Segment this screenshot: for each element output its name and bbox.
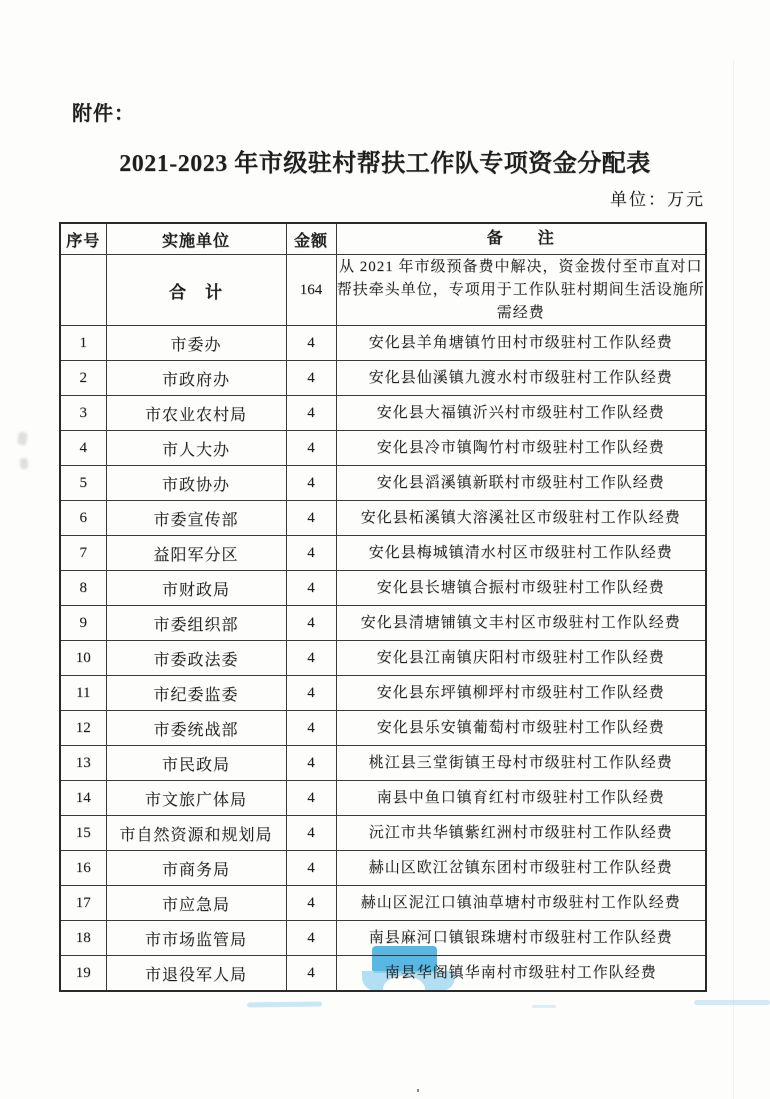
cell-no: 8 (60, 571, 106, 606)
cell-amount: 4 (286, 571, 336, 606)
cell-amount: 4 (286, 361, 336, 396)
cell-unit: 市应急局 (106, 886, 286, 921)
scan-smudge (19, 458, 28, 470)
cell-amount: 4 (286, 536, 336, 571)
cell-amount: 4 (286, 886, 336, 921)
cell-unit: 市民政局 (106, 746, 286, 781)
table-row (60, 781, 706, 816)
cell-unit: 市市场监管局 (106, 921, 286, 956)
cell-unit: 益阳军分区 (106, 536, 286, 571)
cell-no: 15 (60, 816, 106, 851)
table-row (60, 571, 706, 606)
cell-no: 17 (60, 886, 106, 921)
cell-no: 18 (60, 921, 106, 956)
header-cell-amount: 金额 (286, 223, 336, 255)
cell-unit: 市自然资源和规划局 (106, 816, 286, 851)
table-row (60, 501, 706, 536)
unit-label: 单位：万元 (610, 190, 705, 209)
cell-no: 13 (60, 746, 106, 781)
highlighter-streak (694, 1000, 770, 1005)
cell-amount: 4 (286, 956, 336, 992)
cell-unit: 市委办 (106, 326, 286, 361)
table-row (60, 711, 706, 746)
cell-remark: 安化县仙溪镇九渡水村市级驻村工作队经费 (336, 361, 706, 396)
table-row (60, 641, 706, 676)
cell-remark: 安化县清塘铺镇文丰村区市级驻村工作队经费 (336, 606, 706, 641)
cell-amount: 164 (286, 255, 336, 326)
table-row (60, 606, 706, 641)
cell-amount: 4 (286, 711, 336, 746)
table-row (60, 851, 706, 886)
table-row (60, 956, 706, 992)
highlighter-streak (247, 1001, 322, 1007)
cell-amount: 4 (286, 606, 336, 641)
cell-no: 6 (60, 501, 106, 536)
cell-unit: 合 计 (106, 255, 286, 326)
allocation-table (59, 222, 707, 992)
table-row (60, 396, 706, 431)
cell-amount: 4 (286, 816, 336, 851)
cell-amount: 4 (286, 326, 336, 361)
cell-remark: 安化县长塘镇合振村市级驻村工作队经费 (336, 571, 706, 606)
cell-unit: 市政协办 (106, 466, 286, 501)
cell-remark: 从 2021 年市级预备费中解决，资金拨付至市直对口帮扶牵头单位，专项用于工作队驻村期间生活设施所需经费 (336, 255, 706, 326)
cell-unit: 市委组织部 (106, 606, 286, 641)
cell-amount: 4 (286, 781, 336, 816)
cell-amount: 4 (286, 431, 336, 466)
cell-unit: 市农业农村局 (106, 396, 286, 431)
table-row (60, 466, 706, 501)
attachment-label: 附件： (72, 103, 135, 125)
cell-remark: 安化县大福镇沂兴村市级驻村工作队经费 (336, 396, 706, 431)
header-cell-unit: 实施单位 (106, 223, 286, 255)
cell-remark: 桃江县三堂街镇王母村市级驻村工作队经费 (336, 746, 706, 781)
table-row (60, 921, 706, 956)
cell-unit: 市财政局 (106, 571, 286, 606)
cell-no: 11 (60, 676, 106, 711)
table-row (60, 361, 706, 396)
table-row (60, 431, 706, 466)
cell-no: 2 (60, 361, 106, 396)
header-cell-remark: 备 注 (336, 223, 706, 255)
cell-no: 9 (60, 606, 106, 641)
table-row (60, 536, 706, 571)
cell-amount: 4 (286, 501, 336, 536)
cell-remark: 安化县冷市镇陶竹村市级驻村工作队经费 (336, 431, 706, 466)
cell-no: 1 (60, 326, 106, 361)
table-row (60, 816, 706, 851)
cell-remark: 南县中鱼口镇育红村市级驻村工作队经费 (336, 781, 706, 816)
cell-remark: 赫山区欧江岔镇东团村市级驻村工作队经费 (336, 851, 706, 886)
cell-remark: 南县麻河口镇银珠塘村市级驻村工作队经费 (336, 921, 706, 956)
cell-remark: 南县华阁镇华南村市级驻村工作队经费 (336, 956, 706, 992)
cell-amount: 4 (286, 641, 336, 676)
table-row (60, 746, 706, 781)
cell-remark: 安化县东坪镇柳坪村市级驻村工作队经费 (336, 676, 706, 711)
table-row (60, 676, 706, 711)
cell-unit: 市退役军人局 (106, 956, 286, 992)
cell-no: 14 (60, 781, 106, 816)
cell-unit: 市商务局 (106, 851, 286, 886)
cell-no: 3 (60, 396, 106, 431)
page-title: 2021-2023 年市级驻村帮扶工作队专项资金分配表 (119, 151, 651, 177)
cell-remark: 沅江市共华镇紫红洲村市级驻村工作队经费 (336, 816, 706, 851)
cell-unit: 市委统战部 (106, 711, 286, 746)
cell-amount: 4 (286, 676, 336, 711)
cell-amount: 4 (286, 466, 336, 501)
cell-remark: 安化县梅城镇清水村区市级驻村工作队经费 (336, 536, 706, 571)
cell-amount: 4 (286, 396, 336, 431)
cell-remark: 安化县滔溪镇新联村市级驻村工作队经费 (336, 466, 706, 501)
cell-no: 16 (60, 851, 106, 886)
cell-unit: 市人大办 (106, 431, 286, 466)
header-cell-no: 序号 (60, 223, 106, 255)
cell-amount: 4 (286, 746, 336, 781)
cell-no: 12 (60, 711, 106, 746)
scan-smudge (17, 431, 28, 445)
summary-row (60, 255, 706, 326)
cell-unit: 市纪委监委 (106, 676, 286, 711)
scan-fold-line (733, 60, 734, 1099)
table-row (60, 886, 706, 921)
table-row (60, 326, 706, 361)
cell-no: 19 (60, 956, 106, 992)
cell-remark: 安化县乐安镇葡萄村市级驻村工作队经费 (336, 711, 706, 746)
cell-no: 7 (60, 536, 106, 571)
cell-remark: 安化县柘溪镇大溶溪社区市级驻村工作队经费 (336, 501, 706, 536)
cell-amount: 4 (286, 921, 336, 956)
highlighter-streak (532, 1005, 556, 1008)
cell-remark: 赫山区泥江口镇油草塘村市级驻村工作队经费 (336, 886, 706, 921)
cell-no: 5 (60, 466, 106, 501)
cell-no (60, 255, 106, 326)
cell-remark: 安化县江南镇庆阳村市级驻村工作队经费 (336, 641, 706, 676)
cell-unit: 市委政法委 (106, 641, 286, 676)
cell-unit: 市文旅广体局 (106, 781, 286, 816)
cell-no: 10 (60, 641, 106, 676)
table-header-row (60, 223, 706, 255)
cell-unit: 市政府办 (106, 361, 286, 396)
scan-speck (417, 1089, 419, 1092)
cell-unit: 市委宣传部 (106, 501, 286, 536)
cell-remark: 安化县羊角塘镇竹田村市级驻村工作队经费 (336, 326, 706, 361)
cell-no: 4 (60, 431, 106, 466)
cell-amount: 4 (286, 851, 336, 886)
